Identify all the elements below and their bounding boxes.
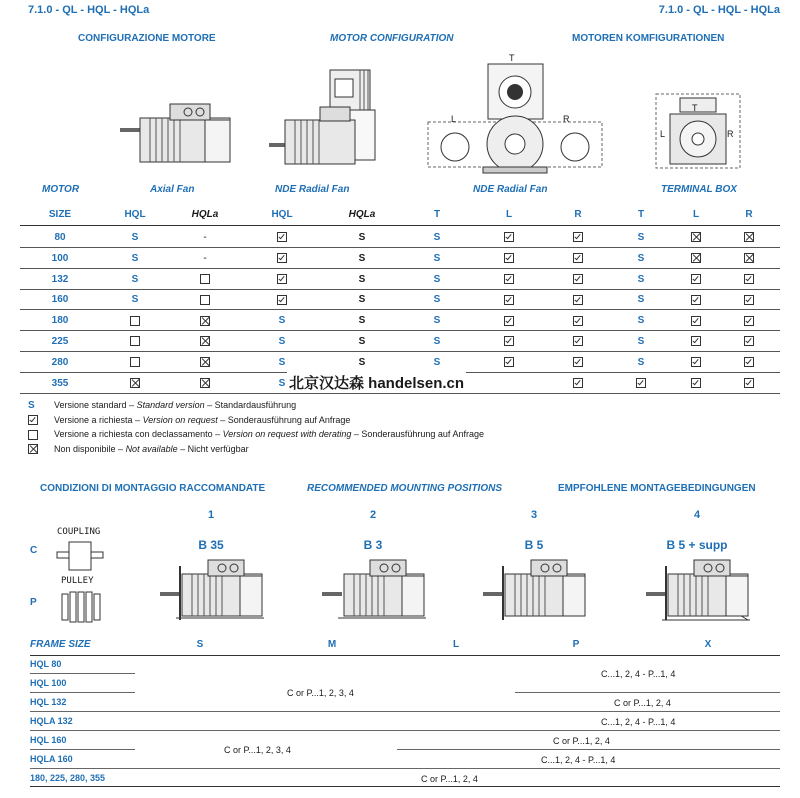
- cell-standard: S: [358, 315, 366, 327]
- mount-title-en: RECOMMENDED MOUNTING POSITIONS: [307, 483, 503, 494]
- cell-symbol: [262, 274, 302, 285]
- col-group-terminal: TERMINAL BOX: [661, 184, 737, 195]
- cross-box-icon: [200, 336, 210, 346]
- check-box-icon: [744, 295, 754, 305]
- motor-nde-radial-fan-image: [265, 65, 385, 170]
- row-size: 100: [51, 252, 69, 264]
- cell-standard: S: [433, 356, 441, 368]
- col-header-8: T: [637, 209, 645, 220]
- cell-symbol: [185, 378, 225, 389]
- cell-symbol: [676, 315, 716, 326]
- cell-symbol: [558, 274, 598, 285]
- legend-text-b: Not available: [125, 443, 178, 454]
- legend-text-a: Non disponibile –: [54, 443, 126, 454]
- t2-line-4: [30, 730, 780, 731]
- cell-symbol: [185, 315, 225, 326]
- t1-row-line: [20, 268, 780, 269]
- empty-box-icon: [130, 316, 140, 326]
- value-h: C or P...1, 2, 4: [421, 774, 478, 784]
- cell-standard: S: [433, 232, 441, 243]
- cell-standard: S: [131, 273, 139, 285]
- check-box-icon: [744, 316, 754, 326]
- cell-standard: S: [358, 336, 366, 347]
- cell-symbol: [558, 294, 598, 305]
- cross-box-icon: [744, 253, 754, 263]
- t1-row-line: [20, 309, 780, 310]
- mounting-motor-image: [318, 558, 433, 623]
- cell-standard: S: [131, 252, 139, 264]
- cell-symbol: [262, 253, 302, 264]
- value-e: C or P...1, 2, 4: [553, 736, 610, 746]
- cross-box-icon: [200, 316, 210, 326]
- watermark-text: 北京汉达森 handelsen.cn: [287, 372, 466, 393]
- empty-box-icon: [130, 357, 140, 367]
- frame-size-label: 180, 225, 280, 355: [30, 773, 106, 783]
- label-R-right: R: [563, 114, 570, 124]
- label-pulley: PULLEY: [61, 576, 94, 586]
- check-box-icon: [504, 295, 514, 305]
- cell-symbol: [115, 378, 155, 389]
- cell-symbol: [185, 274, 225, 285]
- coupling-icon: [55, 540, 105, 572]
- cell-symbol: [729, 232, 769, 243]
- legend-symbol: S: [28, 400, 35, 411]
- cell-symbol: [262, 232, 302, 243]
- cell-symbol: [729, 253, 769, 264]
- cell-standard: S: [637, 252, 645, 264]
- cell-standard: S: [278, 336, 286, 347]
- cell-symbol: [115, 315, 155, 326]
- t2-line-head: [30, 655, 780, 656]
- col-header-6: L: [505, 209, 513, 220]
- size-col-header: P: [572, 639, 580, 650]
- cell-standard: S: [131, 294, 139, 306]
- legend-symbol: [28, 444, 54, 455]
- legend-symbol: [28, 429, 54, 440]
- legend-text-c: – Standardausführung: [204, 400, 297, 410]
- cell-symbol: [676, 357, 716, 368]
- legend-text-b: Version on request with derating: [222, 429, 352, 439]
- legend-text-a: Versione standard –: [54, 400, 137, 410]
- config-title-de: MOTOREN KOMFIGURATIONEN: [572, 33, 725, 44]
- empty-box-icon: [200, 274, 210, 284]
- t1-row-line: [20, 351, 780, 352]
- cell-standard: S: [358, 232, 366, 243]
- cell-standard: S: [637, 273, 645, 285]
- position-number: 1: [207, 509, 215, 521]
- position-number: 2: [369, 509, 377, 521]
- check-box-icon: [504, 316, 514, 326]
- cell-symbol: [729, 357, 769, 368]
- check-box-icon: [504, 274, 514, 284]
- check-box-icon: [277, 232, 287, 242]
- check-box-icon: [504, 253, 514, 263]
- cell-symbol: [558, 357, 598, 368]
- frame-size-label: HQL 80: [30, 659, 62, 669]
- t2-line-5b: [397, 749, 780, 750]
- cell-symbol: [489, 232, 529, 243]
- label-T-top: T: [509, 53, 515, 63]
- check-box-icon: [277, 274, 287, 284]
- t2-line-end: [30, 786, 780, 787]
- cell-symbol: [185, 294, 225, 305]
- cell-symbol: [489, 294, 529, 305]
- position-name: B 5 + supp: [666, 538, 728, 552]
- cell-standard: S: [433, 315, 441, 327]
- cell-symbol: [489, 315, 529, 326]
- cell-symbol: [489, 336, 529, 347]
- check-box-icon: [573, 274, 583, 284]
- legend-text-c: – Nicht verfügbar: [177, 443, 249, 454]
- col-header-7: R: [574, 209, 582, 220]
- position-number: 3: [530, 509, 538, 521]
- t2-line-1: [30, 673, 135, 674]
- cell-standard: S: [637, 232, 645, 243]
- cell-standard: S: [358, 273, 366, 285]
- col-header-3: HQL: [271, 209, 293, 220]
- check-box-icon: [636, 378, 646, 388]
- check-box-icon: [691, 357, 701, 367]
- check-box-icon: [573, 232, 583, 242]
- check-box-icon: [277, 253, 287, 263]
- frame-size-label: HQLA 160: [30, 754, 73, 764]
- frame-size-label: HQL 132: [30, 697, 67, 707]
- legend-text-b: Standard version: [136, 400, 205, 410]
- t1-header-line: [20, 225, 780, 226]
- cell-symbol: [676, 274, 716, 285]
- cell-symbol: [729, 274, 769, 285]
- cell-symbol: [558, 378, 598, 389]
- position-name: B 3: [363, 538, 383, 552]
- cell-standard: S: [433, 336, 441, 347]
- cross-box-icon: [130, 378, 140, 388]
- frame-size-label: HQL 160: [30, 735, 67, 745]
- check-box-icon: [691, 378, 701, 388]
- t2-line-3: [30, 711, 780, 712]
- cell-symbol: [729, 315, 769, 326]
- label-p: P: [30, 597, 37, 608]
- cell-symbol: [676, 253, 716, 264]
- mounting-motor-image: [156, 558, 271, 623]
- check-box-icon: [504, 232, 514, 242]
- empty-box-icon: [28, 430, 38, 440]
- legend-text-a: Versione a richiesta –: [54, 414, 143, 425]
- cell-symbol: [489, 357, 529, 368]
- t2-line-2: [30, 692, 135, 693]
- check-box-icon: [744, 336, 754, 346]
- cross-box-icon: [28, 444, 38, 454]
- cross-box-icon: [744, 232, 754, 242]
- legend-text-b: Version on request: [142, 414, 218, 425]
- cell-standard: S: [637, 315, 645, 327]
- cell-symbol: [489, 253, 529, 264]
- col-group-axial: Axial Fan: [150, 184, 195, 195]
- check-box-icon: [691, 316, 701, 326]
- check-box-icon: [573, 336, 583, 346]
- col-group-nde1: NDE Radial Fan: [275, 184, 350, 195]
- cell-symbol: [676, 378, 716, 389]
- label-L-left: L: [451, 114, 457, 124]
- legend-symbol: [28, 415, 54, 426]
- value-f: C or P...1, 2, 3, 4: [224, 745, 291, 755]
- cell-symbol: [262, 294, 302, 305]
- cell-standard: S: [433, 294, 441, 306]
- t1-row-line: [20, 330, 780, 331]
- value-a: C...1, 2, 4 - P...1, 4: [601, 669, 676, 679]
- check-box-icon: [744, 378, 754, 388]
- value-g: C...1, 2, 4 - P...1, 4: [541, 755, 616, 765]
- col-header-1: HQL: [124, 209, 146, 220]
- cross-box-icon: [691, 253, 701, 263]
- row-size: 280: [51, 356, 69, 368]
- cell-symbol: [621, 378, 661, 389]
- cell-standard: S: [358, 356, 366, 368]
- value-b: C or P...1, 2, 3, 4: [287, 688, 354, 698]
- page-header-left: 7.1.0 - QL - HQL - HQLa: [28, 4, 150, 16]
- legend-text-c: – Sonderausführung auf Anfrage: [351, 429, 484, 439]
- check-box-icon: [744, 357, 754, 367]
- cell-standard: S: [433, 252, 441, 264]
- cell-symbol: [115, 357, 155, 368]
- cell-standard: S: [278, 377, 286, 389]
- position-name: B 5: [524, 538, 544, 552]
- empty-box-icon: [200, 295, 210, 305]
- cross-box-icon: [200, 378, 210, 388]
- config-title-en: MOTOR CONFIGURATION: [330, 33, 454, 44]
- frame-size-label: HQL 100: [30, 678, 67, 688]
- page-header-right: 7.1.0 - QL - HQL - HQLa: [658, 4, 780, 16]
- position-number: 4: [693, 509, 701, 521]
- cell-standard: S: [637, 356, 645, 368]
- t2-line-2b: [515, 692, 780, 693]
- cell-standard: S: [278, 356, 286, 368]
- size-col-header: M: [327, 639, 337, 650]
- cell-standard: S: [637, 336, 645, 347]
- check-box-icon: [573, 357, 583, 367]
- legend-item: [28, 400, 296, 411]
- cell-dash: -: [203, 252, 207, 264]
- cell-symbol: [185, 357, 225, 368]
- cell-symbol: [676, 336, 716, 347]
- check-box-icon: [573, 253, 583, 263]
- row-size: 132: [51, 273, 69, 285]
- label-c: C: [30, 545, 38, 556]
- cross-box-icon: [200, 357, 210, 367]
- cell-symbol: [115, 336, 155, 347]
- row-size: 225: [51, 336, 69, 347]
- t1-row-line: [20, 247, 780, 248]
- legend-item: [28, 429, 484, 440]
- row-size: 355: [51, 377, 69, 389]
- cell-symbol: [489, 274, 529, 285]
- t1-row-line: [20, 289, 780, 290]
- cell-symbol: [558, 315, 598, 326]
- frame-size-label: HQLA 132: [30, 716, 73, 726]
- motor-axial-fan-image: [110, 100, 240, 170]
- cell-symbol: [558, 232, 598, 243]
- check-box-icon: [691, 295, 701, 305]
- cell-standard: S: [358, 252, 366, 264]
- check-box-icon: [28, 415, 38, 425]
- label-T-terminal: T: [692, 103, 698, 113]
- cell-dash: -: [203, 232, 207, 243]
- col-group-motor: MOTOR: [42, 184, 80, 195]
- check-box-icon: [573, 378, 583, 388]
- label-R-terminal: R: [727, 129, 734, 139]
- legend-item: [28, 415, 350, 426]
- cell-symbol: [729, 294, 769, 305]
- legend-item: [28, 444, 249, 455]
- check-box-icon: [691, 274, 701, 284]
- cell-symbol: [729, 336, 769, 347]
- cell-standard: S: [433, 273, 441, 285]
- mounting-motor-image: [642, 558, 757, 623]
- t2-line-6: [30, 768, 780, 769]
- frame-size-header: FRAME SIZE: [30, 639, 91, 650]
- col-header-5: T: [433, 209, 441, 220]
- size-col-header: L: [452, 639, 460, 650]
- check-box-icon: [573, 316, 583, 326]
- col-header-2: HQLa: [191, 209, 219, 220]
- cell-standard: S: [637, 294, 645, 306]
- col-header-0: SIZE: [48, 209, 72, 220]
- cross-box-icon: [691, 232, 701, 242]
- pulley-icon: [60, 590, 102, 624]
- legend-text-c: – Sonderausführung auf Anfrage: [217, 414, 351, 425]
- cell-symbol: [676, 294, 716, 305]
- check-box-icon: [744, 274, 754, 284]
- check-box-icon: [573, 295, 583, 305]
- mount-title-it: CONDIZIONI DI MONTAGGIO RACCOMANDATE: [40, 483, 266, 494]
- empty-box-icon: [130, 336, 140, 346]
- mounting-motor-image: [479, 558, 594, 623]
- cell-standard: S: [278, 315, 286, 327]
- size-col-header: S: [196, 639, 204, 650]
- value-d: C...1, 2, 4 - P...1, 4: [601, 717, 676, 727]
- mount-title-de: EMPFOHLENE MONTAGEBEDINGUNGEN: [558, 483, 756, 494]
- cell-symbol: [185, 336, 225, 347]
- col-header-10: R: [745, 209, 753, 220]
- cell-standard: S: [131, 232, 139, 243]
- position-name: B 35: [198, 538, 224, 552]
- row-size: 80: [54, 232, 66, 243]
- label-L-terminal: L: [660, 129, 666, 139]
- label-coupling: COUPLING: [57, 527, 101, 537]
- cell-symbol: [558, 336, 598, 347]
- legend-text-a: Versione a richiesta con declassamento –: [54, 429, 223, 439]
- col-header-9: L: [692, 209, 700, 220]
- value-c: C or P...1, 2, 4: [614, 698, 671, 708]
- cell-symbol: [558, 253, 598, 264]
- check-box-icon: [504, 336, 514, 346]
- cell-standard: S: [358, 294, 366, 306]
- check-box-icon: [277, 295, 287, 305]
- cell-symbol: [676, 232, 716, 243]
- check-box-icon: [691, 336, 701, 346]
- t2-line-5: [30, 749, 135, 750]
- check-box-icon: [504, 357, 514, 367]
- cell-symbol: [729, 378, 769, 389]
- row-size: 180: [51, 315, 69, 327]
- row-size: 160: [51, 294, 69, 306]
- col-header-4: HQLa: [348, 209, 376, 220]
- config-title-it: CONFIGURAZIONE MOTORE: [78, 33, 216, 44]
- col-group-nde2: NDE Radial Fan: [473, 184, 548, 195]
- size-col-header: X: [704, 639, 712, 650]
